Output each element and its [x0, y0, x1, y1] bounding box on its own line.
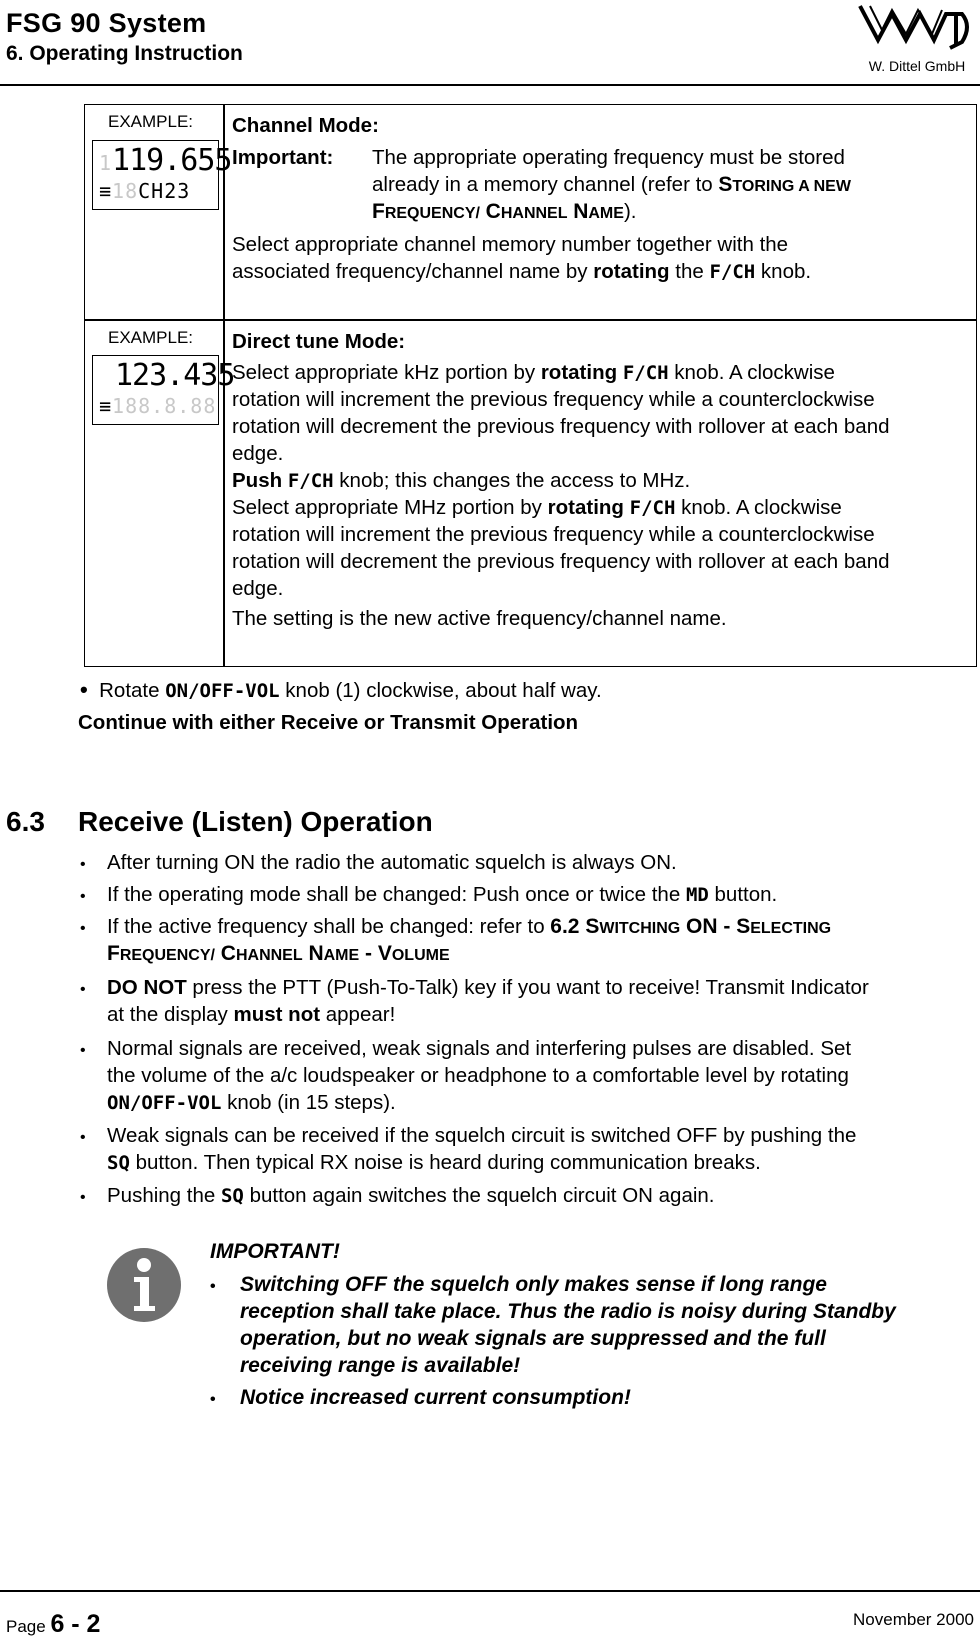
list-item-text: If the active frequency shall be changed: refer to 6.2 SWITCHING ON - SELECTING — [107, 915, 832, 938]
list-item-text: ON/OFF-VOL knob (in 15 steps). — [107, 1091, 396, 1114]
list-item-text: After turning ON the radio the automatic squelch is always ON. — [107, 851, 677, 874]
important-text: FREQUENCY/ CHANNEL NAME). — [372, 200, 637, 223]
lcd-channel-name: CH23 — [138, 179, 191, 203]
important-text: Notice increased current consumption! — [240, 1386, 631, 1409]
list-item-text: If the operating mode shall be changed: Push once or twice the MD button. — [107, 883, 778, 906]
direct-text: rotation will decrement the previous frequency with rollover at each band — [232, 415, 890, 438]
important-text: receiving range is available! — [240, 1354, 521, 1377]
lcd-ghost: 1 — [112, 394, 126, 418]
direct-text: rotation will decrement the previous frequency with rollover at each band — [232, 550, 890, 573]
lcd-ghost: 1 — [99, 151, 113, 175]
example-label: EXAMPLE: — [108, 112, 194, 131]
direct-text: rotation will increment the previous frequency while a counterclockwise — [232, 388, 875, 411]
section-title: Receive (Listen) Operation — [78, 806, 433, 837]
lcd-ghost-segments: 88.8.88 — [125, 394, 217, 418]
list-item-text: Pushing the SQ button again switches the squelch circuit ON again. — [107, 1184, 715, 1207]
chapter-title: 6. Operating Instruction — [6, 42, 243, 65]
list-item: • — [80, 888, 86, 905]
direct-text: rotation will increment the previous frequency while a counterclockwise — [232, 523, 875, 546]
important-text: operation, but no weak signals are suppressed and the full — [240, 1327, 826, 1350]
example-label: EXAMPLE: — [108, 328, 194, 347]
select-text: Select appropriate channel memory number together with the — [232, 233, 789, 256]
select-text: associated frequency/channel name by rotating the F/CH knob. — [232, 260, 812, 283]
important-text: The appropriate operating frequency must be stored — [372, 146, 845, 169]
list-item-text: the volume of the a/c loudspeaker or headphone to a comfortable level by rotating — [107, 1064, 849, 1087]
list-item-text: DO NOT press the PTT (Push-To-Talk) key if you want to receive! Transmit Indicator — [107, 976, 869, 999]
list-item-text: FREQUENCY/ CHANNEL NAME - VOLUME — [107, 942, 450, 965]
direct-text: edge. — [232, 577, 284, 600]
direct-text: edge. — [232, 442, 284, 465]
list-item-text: Normal signals are received, weak signals and interfering pulses are disabled. Set — [107, 1037, 852, 1060]
rotate-bullet: • Rotate ON/OFF-VOL knob (1) clockwise, about half way. — [80, 677, 602, 702]
important-label: Important: — [232, 146, 334, 169]
page-number: Page 6 - 2 — [6, 1610, 101, 1638]
list-item-text: Weak signals can be received if the squelch circuit is switched OFF by pushing the — [107, 1124, 857, 1147]
continue-note: Continue with either Receive or Transmit Operation — [78, 711, 579, 734]
important-text: already in a memory channel (refer to STORING A NEW — [372, 173, 851, 196]
lcd-display-direct — [92, 355, 235, 425]
doc-title: FSG 90 System — [6, 8, 207, 38]
list-item: • — [80, 856, 86, 873]
direct-text: Select appropriate kHz portion by rotating F/CH knob. A clockwise — [232, 361, 835, 384]
direct-text: Select appropriate MHz portion by rotating F/CH knob. A clockwise — [232, 496, 842, 519]
list-item: • — [80, 920, 86, 937]
lcd-frequency: 123.435 — [115, 358, 235, 393]
lcd-display-channel — [92, 140, 232, 210]
info-icon — [107, 1248, 181, 1322]
list-item: • — [210, 1278, 216, 1295]
direct-text: Push F/CH knob; this changes the access to MHz. — [232, 469, 691, 492]
list-item-text: at the display must not appear! — [107, 1003, 396, 1026]
signal-icon: ≡ — [99, 179, 113, 203]
important-text: reception shall take place. Thus the radio is noisy during Standby — [240, 1300, 896, 1323]
list-item: • — [80, 1189, 86, 1206]
footer-divider — [0, 1590, 980, 1592]
logo-text: W. Dittel GmbH — [868, 58, 966, 74]
example-cell-1 — [84, 104, 225, 321]
signal-icon: ≡ — [99, 394, 113, 418]
list-item: • — [80, 1042, 86, 1059]
list-item: • — [80, 1129, 86, 1146]
footer-date: November 2000 — [853, 1610, 974, 1629]
important-title: IMPORTANT! — [210, 1240, 340, 1263]
important-text: Switching OFF the squelch only makes sense if long range — [240, 1273, 827, 1296]
lcd-ghost: 18 — [112, 179, 139, 203]
direct-tune-heading: Direct tune Mode: — [232, 330, 406, 353]
lcd-frequency: 119.655 — [112, 143, 232, 178]
section-number: 6.3 — [6, 806, 45, 837]
channel-mode-heading: Channel Mode: — [232, 114, 379, 137]
list-item: • — [210, 1391, 216, 1408]
list-item-text: SQ button. Then typical RX noise is heard during communication breaks. — [107, 1151, 761, 1174]
direct-text: The setting is the new active frequency/channel name. — [232, 607, 727, 630]
header-divider — [0, 84, 980, 86]
list-item: • — [80, 981, 86, 998]
